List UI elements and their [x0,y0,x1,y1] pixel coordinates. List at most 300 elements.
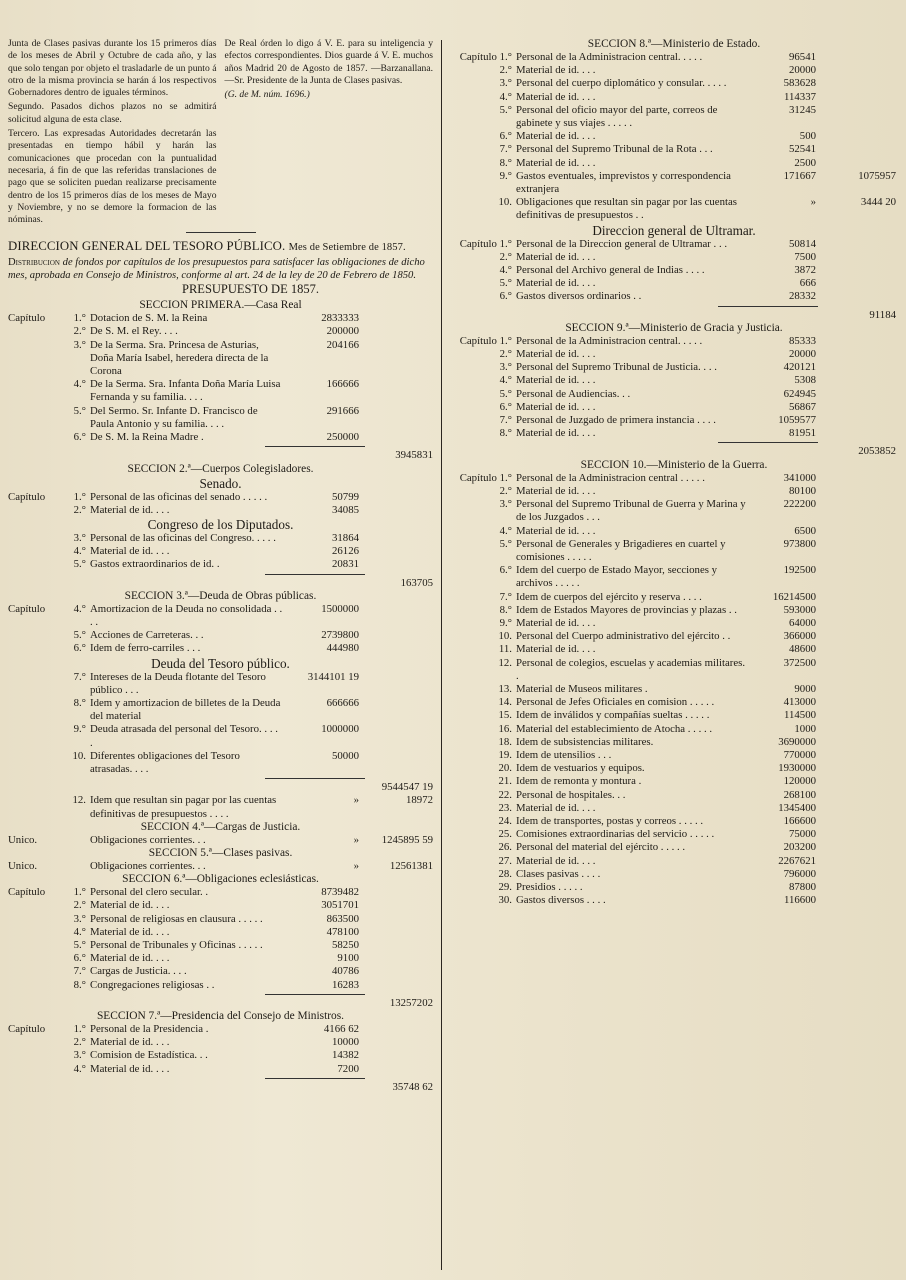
item-description: Material del establecimiento de Atocha . . . . . [516,722,713,735]
item-amount: 64000 [789,616,816,629]
budget-row [452,630,896,643]
chapter-number: Capítulo 1.° [459,334,512,347]
chapter-number: 22. [498,788,512,801]
chapter-number: 1.° [73,886,86,899]
section-total [816,643,896,656]
section-total: 1245895 59 [381,833,433,846]
item-description: Personal de las oficinas del senado . . . . . [90,490,268,503]
section-total [359,532,433,545]
chapter-number: 8.° [499,603,512,616]
item-amount: 31864 [332,531,359,544]
budget-row [8,378,433,404]
item-description: Idem de utensilios . . . [516,748,612,761]
chapter-number [58,781,90,794]
section-total [816,374,896,387]
item-amount: 583628 [783,77,816,90]
item-amount: 203200 [783,841,816,854]
chapter-number: 5.° [499,277,512,290]
chapter-number: 27. [498,854,512,867]
item-description [516,445,746,458]
budget-row [452,762,896,775]
item-amount [283,997,359,1010]
item-amount: 1059577 [778,414,816,427]
chapter-label [8,913,58,926]
item-amount: 250000 [326,431,359,444]
section-total [359,431,433,444]
section-total [359,603,433,629]
budget-row [452,77,896,90]
budget-row [452,374,896,387]
budget-row [452,196,896,222]
item-description: Material de id. . . . [516,130,596,143]
budget-row [452,564,896,590]
section-title: SECCION 3.ª—Deuda de Obras públicas. [124,589,317,602]
budget-row [452,277,896,290]
section-total [359,1063,433,1076]
item-description: Material de Museos militares . [516,682,648,695]
budget-row [8,558,433,571]
chapter-number: 5.° [73,404,86,417]
item-description: Material de id. . . . [90,503,170,516]
chapter-label [8,642,58,655]
subsection-title: Direccion general de Ultramar. [592,222,756,238]
chapter-number: 9.° [499,616,512,629]
budget-row [8,642,433,655]
budget-row [452,723,896,736]
item-amount: 222200 [783,498,816,511]
section-total [816,881,896,894]
section-total [359,697,433,723]
item-description: Personal del Supremo Tribunal de Justicia. . . . [516,361,717,374]
section-total [816,894,896,907]
separator [186,232,256,233]
chapter-label [8,629,58,642]
section-total [359,378,433,404]
chapter-number: Capítulo 1.° [459,51,512,63]
intro-paragraph: De Real órden lo digo á V. E. para su inteligencia y efectos correspondientes. Dios guarde á V. E. muchos años Madrid 20 de Agosto de 1857. —Barzanallana.—Sr. Presidente de la Junta de Clases pasivas. [224,38,433,86]
item-description: Material de id. . . . [516,277,596,290]
section-title: SECCION 4.ª—Cargas de Justicia. [140,820,301,833]
intro-col-1 [8,38,217,228]
section-total [816,762,896,775]
chapter-number: 8.° [73,696,86,709]
subtotal-row [8,781,433,794]
section-total: 12561381 [389,859,433,872]
item-amount: 96541 [789,51,816,63]
budget-row [452,104,896,130]
subsection-title: Congreso de los Diputados. [147,516,294,532]
item-amount: 863500 [326,912,359,925]
budget-row [452,736,896,749]
chapter-label: Unico. [8,859,38,872]
item-amount: 58250 [332,938,359,951]
item-description: Personal del Cuerpo administrativo del ejército . . [516,630,731,643]
item-amount: 624945 [783,387,816,400]
chapter-label [8,723,58,749]
section-total [359,750,433,776]
chapter-label [8,431,58,444]
section-total [816,157,896,170]
item-amount: 3872 [794,264,816,277]
item-amount: 171667 [783,169,816,182]
item-description: Amortizacion de la Deuda no consolidada . . . . [90,602,283,628]
subtotal-row [8,577,433,590]
chapter-label [8,781,58,794]
section-total: 3945831 [395,449,433,462]
section-total [816,401,896,414]
item-description: Comision de Estadística. . . [90,1049,208,1062]
item-description: Gastos extraordinarios de id. . [90,558,220,571]
item-amount: 81951 [789,427,816,440]
item-description: De la Serma. Sra. Infanta Doña María Luisa Fernanda y su familia. . . . [90,378,281,404]
budget-row [8,325,433,338]
item-amount: 1500000 [321,602,359,615]
chapter-label [8,899,58,912]
budget-row [452,709,896,722]
item-description: Idem de inválidos y compañías sueltas . . . . . [516,709,710,722]
chapter-number: 11. [498,643,512,656]
item-description: Comisiones extraordinarias del servicio . . . . . [516,828,715,841]
subtotal-row [8,449,433,462]
chapter-label [8,979,58,992]
budget-row [8,913,433,926]
chapter-number [58,860,90,873]
chapter-number: 7.° [499,590,512,603]
item-description: Idem de cuerpos del ejército y reserva . . . . [516,590,702,603]
budget-row [8,979,433,992]
chapter-number: 8.° [73,978,86,991]
section-total: 18972 [406,794,433,807]
chapter-label [8,671,58,697]
section-total [816,617,896,630]
chapter-number: 4.° [499,524,512,537]
chapter-number: 26. [498,841,512,854]
item-amount: 3051701 [321,899,359,912]
item-amount: 3690000 [778,735,816,748]
item-description: Acciones de Carreteras. . . [90,629,204,642]
chapter-number: 7.° [73,670,86,683]
chapter-number: 19. [498,748,512,761]
chapter-number: 18. [498,735,512,748]
budget-row [452,290,896,303]
section-total [816,604,896,617]
budget-row [8,312,433,325]
chapter-number: 2.° [73,899,86,912]
heading-title: DIRECCION GENERAL DEL TESORO PÚBLICO. [8,239,286,254]
budget-row [8,1023,433,1036]
subsection-title: Senado. [199,475,242,491]
budget-row [452,881,896,894]
section-total [816,251,896,264]
item-description: Material de id. . . . [516,616,596,629]
section-total [816,498,896,524]
item-description: Diferentes obligaciones del Tesoro atrasadas. . . . [90,749,240,775]
item-amount: 26126 [332,545,359,558]
chapter-number: 1.° [73,1023,86,1035]
item-amount: 116600 [784,894,816,907]
item-amount: » [353,833,359,846]
item-description [90,449,283,462]
item-description: Idem de remonta y montura . [516,775,642,788]
item-amount: 31245 [789,103,816,116]
section-total: 13257202 [389,996,433,1009]
chapter-label [8,378,58,404]
chapter-number: 28. [498,867,512,880]
chapter-number: 5.° [499,537,512,550]
section-total [816,841,896,854]
item-amount: 341000 [783,471,816,484]
section-total [816,630,896,643]
budget-row [8,926,433,939]
chapter-number [58,1081,90,1094]
chapter-number: 5.° [73,558,86,571]
budget-row [452,643,896,656]
item-amount: 9000 [794,682,816,695]
chapter-number: 10. [498,196,512,209]
item-amount: » [353,794,359,807]
section-total [359,504,433,517]
item-description: Gastos diversos . . . . [516,894,606,907]
chapter-number: 13. [498,682,512,695]
item-description: Personal de Audiencias. . . [516,387,631,400]
budget-row [8,545,433,558]
section-total: 91184 [869,308,896,321]
item-amount: 28332 [789,290,816,303]
distribution-note [8,257,433,282]
budget-row [8,532,433,545]
item-amount: 372500 [783,656,816,669]
item-description: Material de id. . . . [516,348,596,361]
chapter-number: 9.° [499,169,512,182]
item-amount: 56867 [789,400,816,413]
section-total [359,325,433,338]
chapter-label: Capítulo [8,1023,46,1035]
budget-row [452,538,896,564]
chapter-number: 15. [498,709,512,722]
item-amount: 291666 [326,404,359,417]
intro-col-2 [225,38,434,228]
chapter-number: 5.° [73,629,86,642]
chapter-label: Capítulo [8,886,46,899]
budget-row [452,591,896,604]
chapter-number: 3.° [73,338,86,351]
chapter-number: 5.° [499,387,512,400]
item-amount: 192500 [783,564,816,577]
chapter-number: 4.° [73,378,86,391]
item-amount [283,781,359,794]
item-amount: 2833333 [321,312,359,325]
item-amount: 20831 [332,558,359,571]
chapter-label [8,504,58,517]
section-total [816,238,896,251]
section-title: SECCION 8.ª—Ministerio de Estado. [587,38,761,50]
item-amount: 8739482 [321,886,359,899]
chapter-number: 2.° [73,1036,86,1049]
chapter-number: 7.° [499,414,512,427]
chapter-number: 1.° [73,312,86,325]
chapter-number: 7.° [73,965,86,978]
budget-row [8,750,433,776]
section-total [816,277,896,290]
section-total [359,939,433,952]
item-amount: 500 [799,130,816,143]
chapter-number: 6.° [73,431,86,444]
item-amount: 87800 [789,880,816,893]
chapter-label [8,558,58,571]
chapter-number: 25. [498,828,512,841]
item-description: Personal de religiosas en clausura . . . . . [90,912,263,925]
item-description: De S. M. la Reina Madre . [90,431,204,444]
section-total [816,815,896,828]
item-description [516,309,746,322]
chapter-label [8,939,58,952]
item-amount: 2739800 [321,629,359,642]
chapter-number: 24. [498,814,512,827]
chapter-number: 6.° [73,642,86,655]
section-total [359,491,433,504]
chapter-label: Capítulo [8,490,46,503]
chapter-number [58,577,90,590]
budget-row [8,629,433,642]
item-description: Personal del oficio mayor del parte, correos de gabinete y sus viajes . . . . . [516,103,718,130]
item-amount: 10000 [332,1036,359,1049]
item-amount: 200000 [326,325,359,338]
chapter-label [8,1063,58,1076]
chapter-number: 12. [498,656,512,669]
budget-row [452,841,896,854]
chapter-label [8,325,58,338]
item-description: Material de id. . . . [516,427,596,440]
item-amount: 666 [799,277,816,290]
section-total: 9544547 19 [381,781,433,794]
gazette-reference: (G. de M. núm. 1696.) [224,89,310,101]
item-amount: 6500 [794,524,816,537]
section-total: 163705 [400,576,433,589]
item-amount: 7200 [337,1062,359,1075]
item-description: Personal del Supremo Tribunal de Guerra y Marina y de los Juzgados . . . [516,498,746,524]
item-description: Material de id. . . . [90,1036,170,1049]
chapter-number: 6.° [499,400,512,413]
section-total [359,558,433,571]
section-total [359,723,433,749]
item-amount [746,309,816,322]
chapter-number: 20. [498,762,512,775]
chapter-number: 5.° [499,103,512,116]
section-total [816,591,896,604]
item-description: Material de id. . . . [516,801,596,814]
item-description: Personal del Archivo general de Indias . . . . [516,264,705,277]
budget-row [8,886,433,899]
item-amount: 40786 [332,965,359,978]
section-total [816,130,896,143]
item-amount: 52541 [789,143,816,156]
item-amount: » [353,859,359,872]
item-amount: 204166 [326,338,359,351]
section-total: 2053852 [858,445,896,458]
item-amount: 1345400 [778,801,816,814]
section-total [816,525,896,538]
chapter-label: Capítulo [8,312,46,325]
item-amount: 973800 [783,537,816,550]
item-amount: 14382 [332,1049,359,1062]
budget-row [8,339,433,379]
section-title: SECCION 7.ª—Presidencia del Consejo de Ministros. [96,1010,345,1022]
chapter-number: 2.° [499,64,512,77]
section-total [816,564,896,590]
section-total [816,485,896,498]
chapter-number: 4.° [73,925,86,938]
item-description: Personal del clero secular. . [90,886,209,899]
item-description: Material de id. . . . [90,899,170,912]
item-description: Idem de subsistencias militares. [516,735,654,748]
section-total [816,683,896,696]
chapter-number: Capítulo 1.° [459,237,512,250]
budget-row [8,504,433,517]
item-amount: 16214500 [772,590,816,603]
chapter-number: 4.° [499,264,512,277]
budget-row [452,251,896,264]
item-amount: 420121 [783,361,816,374]
item-amount: 770000 [783,748,816,761]
item-description: Personal de Juzgado de primera instancia . . . . [516,414,716,427]
budget-row [452,815,896,828]
section-total [359,671,433,697]
budget-row [8,1049,433,1062]
item-description: Personal de la Administracion central. . . . . [516,334,703,347]
chapter-number: 3.° [499,498,512,511]
section-total [359,629,433,642]
item-description: Idem de vestuarios y equipos. [516,762,645,775]
budget-row [452,802,896,815]
item-description: Personal de Jefes Oficiales en comision . . . . . [516,696,715,709]
item-amount: 1000 [794,722,816,735]
intro-paragraph: Segundo. Pasados dichos plazos no se admitirá solicitud alguna de esta clase. [8,101,217,125]
budget-row [452,157,896,170]
item-amount: 9100 [337,952,359,965]
item-description: Material de id. . . . [516,156,596,169]
section-total [359,886,433,899]
chapter-number: 2.° [499,250,512,263]
subtotal-row [452,309,896,322]
item-description: Obligaciones que resultan sin pagar por las cuentas definitivas de presupuestos . . [516,196,737,222]
item-amount: 34085 [332,503,359,516]
intro-paragraph: Tercero. Las expresadas Autoridades decretarán las presentadas en tiempo hábil y harán las comunicaciones que procedan con la puntualidad necesaria, á fin de que las referidas translaciones de pago que se soliciten puedan realizarse precisamente dentro de los 15 primeros días de los meses de Mayo y Noviembre, y no se demore la formacion de las nóminas. [8,128,217,226]
subtotal-row [8,1081,433,1094]
budget-row [8,860,433,873]
section-total [816,51,896,64]
budget-row [8,965,433,978]
budget-row [452,91,896,104]
section-total [816,414,896,427]
item-description: Idem de Estados Mayores de provincias y plazas . . [516,603,737,616]
budget-row [452,130,896,143]
section-total [359,913,433,926]
item-amount: 20000 [789,348,816,361]
budget-row [452,868,896,881]
section-total [816,709,896,722]
chapter-label [8,1081,58,1094]
section-total [359,545,433,558]
section-total [359,965,433,978]
column-rule [441,40,442,1270]
item-description: Idem del cuerpo de Estado Mayor, secciones y archivos . . . . . [516,564,718,590]
budget-row [452,170,896,196]
chapter-label [8,545,58,558]
item-description: Material de id. . . . [90,925,170,938]
chapter-number [58,997,90,1010]
section-total [816,775,896,788]
chapter-label: Unico. [8,833,38,846]
